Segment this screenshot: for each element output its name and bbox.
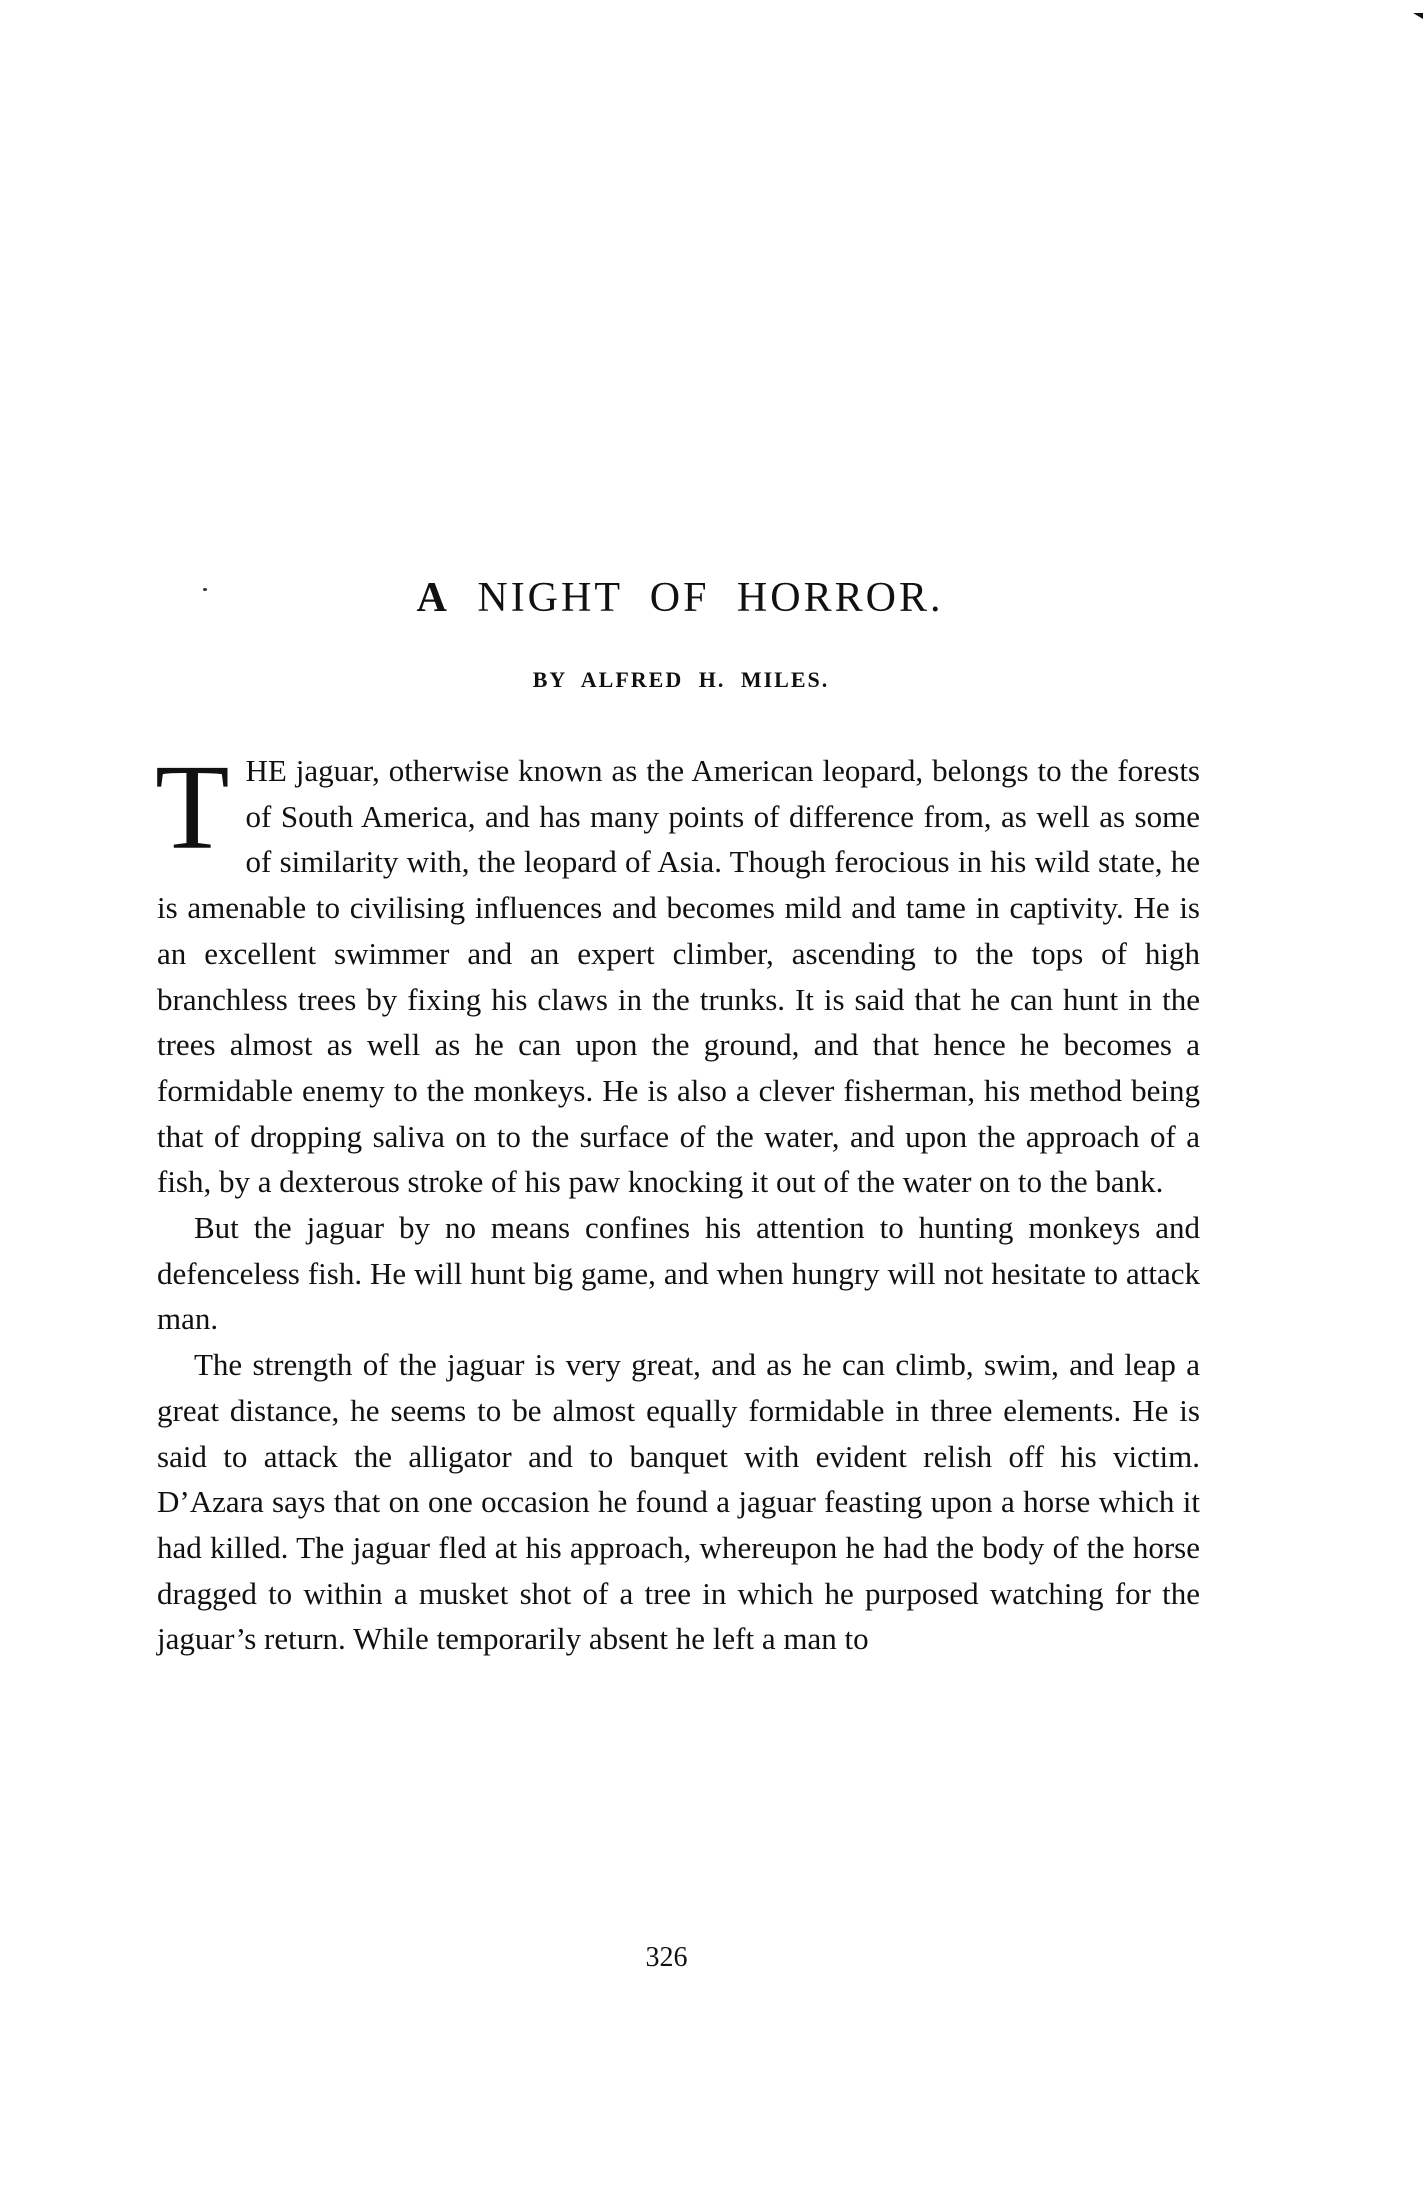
title-first-word: A <box>416 575 450 621</box>
paragraph-1 <box>155 740 1200 1205</box>
drop-cap: T <box>155 740 230 875</box>
lead-word: HE <box>245 753 287 788</box>
paragraph-3: The strength of the jaguar is very great, and as he can climb, swim, and leap a great distance, he seems to be almost equally formidable in three elements. He is said to attack the alligator and to banquet with evident relish off his victim. D’Azara says that on one occasion he found a jaguar feasting upon a horse which it had killed. The jaguar fled at his approach, whereupon he had the body of the horse dragged to within a musket shot of a tree in which he purposed watching for the jaguar’s return. While temporarily absent he left a man to <box>157 1347 1200 1657</box>
article-body <box>155 740 1200 1662</box>
byline: BY ALFRED H. MILES. <box>532 667 830 692</box>
scan-corner-mark <box>1413 13 1423 19</box>
paragraph-2: But the jaguar by no means confines his attention to hunting monkeys and defenceless fish. He will hunt big game, and when hungry will not hesitate to attack man. <box>157 1210 1200 1337</box>
article-title <box>0 574 1360 622</box>
page-number: 326 <box>645 1942 688 1973</box>
title-rest: NIGHT OF HORROR. <box>477 575 944 621</box>
paragraph-text: jaguar, otherwise known as the American leopard, belongs to the forests of South America, and has many points of difference from, as well as some of similarity with, the leopard of Asia. Though ferocious in his wild state, he is amenable to civilising influences and becomes mild and tame in captivity. He is an excellent swimmer and an expert climber, ascending to the tops of high branchless trees by fixing his claws in the trunks. It is said that he can hunt in the trees almost as well as he can upon the ground, and that hence he becomes a formidable enemy to the monkeys. He is also a clever fisherman, his method being that of dropping saliva on to the surface of the water, and upon the approach of a fish, by a dexterous stroke of his paw knocking it out of the water on to the bank. <box>157 753 1200 1200</box>
